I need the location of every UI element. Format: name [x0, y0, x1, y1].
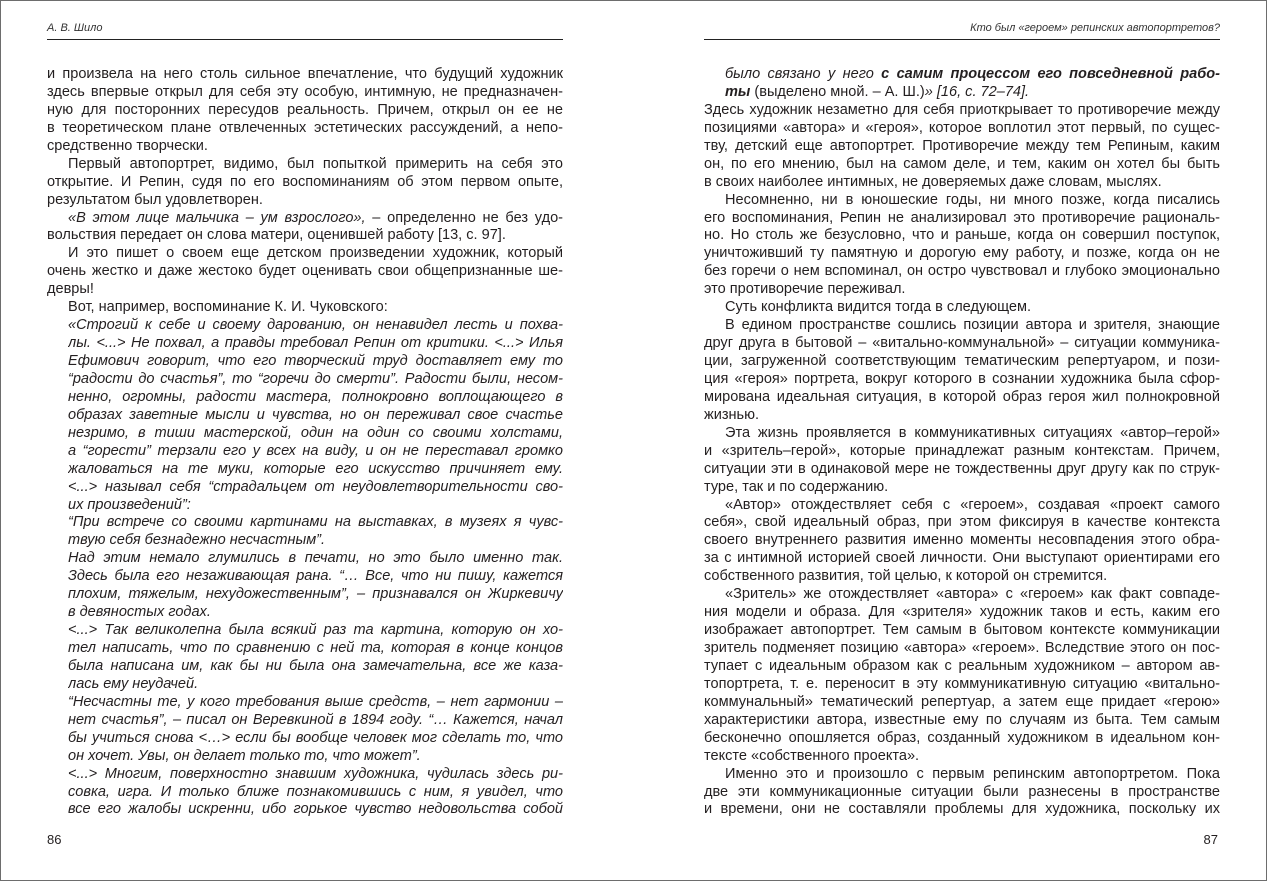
- text-line: девры!: [47, 281, 94, 298]
- text-line: это противоречие переживал.: [704, 281, 906, 298]
- text-line: тел написать, что по сравнению с ней та, которая в конце концов: [68, 640, 563, 656]
- text-line: образах заветные мысли и чувства, но он переживал свое счастье: [68, 406, 563, 423]
- text-segment: (выделено мной. – А. Ш.): [750, 83, 925, 100]
- text-line: ция «героя» портрета, вокруг которого в сознании художника была сфор-: [704, 370, 1220, 387]
- text-line: лась ему неудачей.: [68, 675, 199, 692]
- text-line: «Строгий к себе и своему дарованию, он ненавидел лесть и похва-: [68, 317, 563, 334]
- text-line: без горечи о нем вспоминал, он остро чувствовал и глубоко эмоционально: [704, 263, 1220, 280]
- text-line: была написана им, как бы ни была она замечательна, все же каза-: [68, 657, 563, 674]
- text-line: [725, 66, 1220, 84]
- text-line: Несомненно, ни в юношеские годы, ни много позже, когда писались: [725, 191, 1220, 208]
- text-line: лы. <...> Не похвал, а правды требовал Репин от критики. <...> Илья: [68, 335, 563, 352]
- text-line: себя», свой идеальный образ, при этом фиксируя в качестве контекста: [704, 514, 1220, 531]
- header-rule: [704, 39, 1220, 40]
- text-line: нет счастья”, – писал он Веревкиной в 1894 году. “… Кажется, начал: [68, 711, 563, 728]
- text-line: две эти коммуникационные ситуации были разнесены в пространстве: [704, 783, 1220, 800]
- text-line: результатом был удовлетворен.: [47, 191, 263, 208]
- text-line: позициями «автора» и «героя», которое воплотил этот первый, по сущес-: [704, 119, 1220, 136]
- text-line: [725, 84, 1220, 102]
- text-line: ненно, огромны, радости мастера, полнокровно воплощающего в: [68, 388, 563, 405]
- page-body-text: [704, 66, 1220, 819]
- text-line: [47, 210, 563, 228]
- running-head-title: Кто был «героем» репинских автопортретов?: [970, 22, 1220, 34]
- text-line: Вот, например, воспоминание К. И. Чуковского:: [68, 299, 388, 316]
- page-body-text: [47, 66, 563, 819]
- text-line: незримо, в тиши мастерской, один на один со своими холстами,: [68, 424, 563, 441]
- text-line: их произведений”:: [68, 496, 191, 513]
- text-line: В едином пространстве сошлись позиции автора и зрителя, знающие: [725, 317, 1220, 334]
- text-line: коммунальный» тематический репертуар, а затем еще придает «герою»: [704, 693, 1220, 710]
- text-line: в своих наиболее интимных, не доверяемых даже словам, мыслях.: [704, 173, 1162, 190]
- text-line: все его жалобы искренни, ибо горькое чувство недовольства собой: [68, 801, 563, 818]
- text-line: вольствия передает он слова матери, оценившей работу [13, с. 97].: [47, 227, 506, 244]
- text-line: <...> Многим, поверхностно знавшим художника, чудилась здесь ри-: [68, 765, 563, 782]
- text-line: друг друга в бытовой – «витально-коммунальной» – ситуации коммуника-: [704, 335, 1220, 352]
- text-line: зритель подменяет позицию «автора» «героем». Вследствие этого он пос-: [704, 640, 1220, 656]
- text-line: ную для посторонних пересудов реальность. Причем, открыл он ее не: [47, 101, 563, 118]
- text-line: здесь впервые открыл для себя эту особую, интимную, не предназначен-: [47, 83, 563, 100]
- text-line: а “горести” терзали его у всех на виду, и он не переставал громко: [68, 442, 563, 459]
- text-line: и времени, они не составляли проблемы для художника, поскольку их: [704, 801, 1220, 818]
- page-number: 87: [1203, 832, 1218, 847]
- text-line: открытие. И Репин, судя по его воспоминаниям об этом первом опыте,: [47, 173, 563, 190]
- text-line: и «зритель–герой», которые принадлежат разным контекстам. Причем,: [704, 442, 1220, 459]
- text-line: топортрета, т. е. переносит в эту коммуникативную ситуацию «витально-: [704, 675, 1220, 692]
- text-line: своего внутреннего развития именно моменты несовпадения этого обра-: [704, 532, 1220, 549]
- text-line: бы учиться снова <…> если бы вообще человек мог сделать то, что: [68, 729, 563, 746]
- text-segment: «В этом лице мальчика – ум взрослого»,: [68, 209, 366, 226]
- text-line: за с интимной историей своей личности. Они выступают ориентирами его: [704, 550, 1220, 567]
- left-page: [47, 0, 563, 881]
- text-line: туре, так и по содержанию.: [704, 478, 889, 495]
- text-line: Суть конфликта видится тогда в следующем.: [725, 299, 1032, 316]
- text-line: его воспоминания, Репин не анализировал это противоречие рациональ-: [704, 209, 1220, 226]
- text-line: <...> называл себя “страдальцем от неудовлетворительности сво-: [68, 478, 563, 495]
- text-segment: – определенно не без удо-: [365, 209, 563, 226]
- running-head-author: А. В. Шило: [47, 22, 103, 34]
- text-line: “радости до счастья”, то “горечи до смерти”. Радости были, несом-: [68, 370, 563, 387]
- text-line: совка, игра. И только ближе познакомившись с ним, я увидел, что: [68, 783, 563, 800]
- page-number: 86: [47, 832, 62, 847]
- text-line: мирована идеальная ситуация, в которой образ героя жил полнокровной: [704, 388, 1220, 405]
- text-line: жизнью.: [704, 406, 760, 423]
- text-line: средственно творчески.: [47, 137, 208, 154]
- text-line: уничтоживший ту памятную и дорогую ему работу, и позже, когда он не: [704, 245, 1220, 262]
- text-line: тупает с идеальным образом как с реальным художником – автором ав-: [704, 657, 1220, 674]
- text-line: бесконечно опошляется образ, созданный художником в идеальном кон-: [704, 729, 1220, 746]
- emphasized-text: ты: [725, 83, 751, 100]
- text-line: “Несчастны те, у кого требования выше средств, – нет гармонии –: [68, 693, 563, 710]
- text-line: в теоретическом плане отвлеченных эстетических рассуждений, а непо-: [47, 119, 563, 136]
- text-line: тексте «собственного проекта».: [704, 747, 920, 764]
- text-line: жаловаться на те муки, которые его искусство причиняет ему.: [68, 460, 563, 477]
- text-line: ситуации эти в одинаковой мере не тождественны друг другу как по струк-: [704, 460, 1220, 477]
- text-line: изображает автопортрет. Тем самым в бытовом контексте коммуникации: [704, 622, 1220, 639]
- emphasized-text: с самим процессом его повседневной рабо-: [881, 66, 1220, 82]
- text-line: Первый автопортрет, видимо, был попыткой примерить на себя это: [68, 155, 563, 172]
- text-line: в девяностых годах.: [68, 604, 211, 621]
- text-line: Над этим немало глумились в печати, но это было именно так.: [68, 550, 563, 567]
- text-line: твую себя безнадежно несчастным”.: [68, 532, 326, 549]
- text-line: тву, детский еще автопортрет. Противоречие между тем Репиным, каким: [704, 137, 1220, 154]
- header-rule: [47, 39, 563, 40]
- text-line: он, по его мнению, был на самом деле, и тем, каким он хотел бы быть: [704, 155, 1220, 172]
- text-line: очень жестко и даже жестоко будет оценивать свои общепризнанные ше-: [47, 263, 563, 280]
- text-line: он хочет. Увы, он делает только то, что может”.: [68, 747, 421, 764]
- text-line: Здесь художник незаметно для себя приоткрывает то противоречие между: [704, 101, 1220, 118]
- text-line: и произвела на него столь сильное впечатление, что будущий художник: [47, 66, 563, 82]
- text-line: Именно это и произошло с первым репинским автопортретом. Пока: [725, 765, 1220, 782]
- text-line: Ефимович говорит, что его творческий труд доставляет ему то: [68, 353, 563, 369]
- text-line: собственного развития, той целью, к которой он стремится.: [704, 568, 1108, 585]
- text-line: ции, загруженной соответствующим тематическим репертуаром, и пози-: [704, 353, 1220, 369]
- text-line: «Автор» отождествляет себя с «героем», создавая «проект самого: [725, 496, 1220, 513]
- text-segment: » [16, с. 72–74].: [924, 83, 1030, 100]
- text-line: но. Но столь же безусловно, что и раньше, когда он совершил поступок,: [704, 227, 1220, 244]
- text-line: <...> Так великолепна была всякий раз та картина, которую он хо-: [68, 622, 563, 639]
- text-segment: было связано у него: [725, 66, 882, 82]
- text-line: Эта жизнь проявляется в коммуникативных ситуациях «автор–герой»: [725, 424, 1220, 441]
- text-line: ния модели и образа. Для «зрителя» художник таков и есть, каким его: [704, 604, 1220, 621]
- text-line: Здесь была его незаживающая рана. “… Все, что ни пишу, кажется: [68, 568, 563, 585]
- text-line: плохим, тяжелым, нехудожественным”, – признавался он Жиркевичу: [68, 586, 563, 603]
- right-page: [704, 0, 1220, 881]
- text-line: “При встрече со своими картинами на выставках, в музеях я чувс-: [68, 514, 563, 531]
- text-line: характеристики автора, известные ему по случаям из быта. Тем самым: [704, 711, 1220, 728]
- text-line: «Зритель» же отождествляет «автора» с «героем» как факт совпаде-: [725, 586, 1220, 603]
- text-line: И это пишет о своем еще детском произведении художник, который: [68, 245, 563, 262]
